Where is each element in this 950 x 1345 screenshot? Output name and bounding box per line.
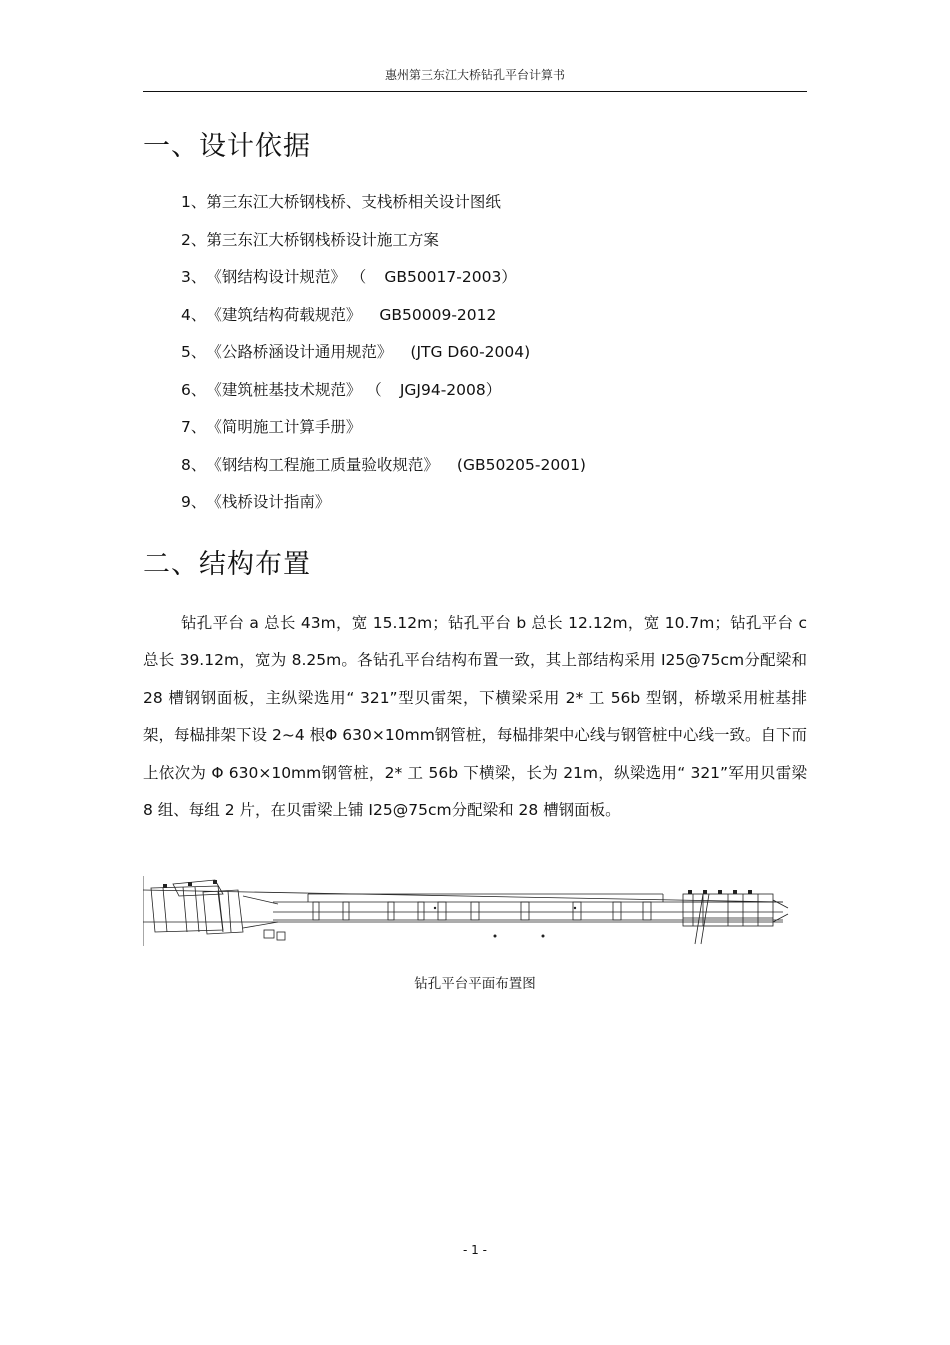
list-item-number: 2、 (181, 230, 207, 249)
list-item-number: 6、 (181, 380, 207, 399)
list-item-number: 3、 (181, 268, 207, 286)
list-item-title: 《钢结构工程施工质量验收规范》 (206, 455, 439, 474)
list-item (181, 415, 586, 453)
list-item-title: 第三东江大桥钢栈桥设计施工方案 (206, 230, 439, 249)
list-item (181, 303, 586, 341)
list-item-title: 《简明施工计算手册》 (206, 418, 362, 436)
page-number: - 1 - (463, 1243, 487, 1257)
header-rule (143, 91, 807, 92)
list-item (181, 228, 586, 266)
list-item-number: 7、 (181, 418, 207, 436)
list-item-title: 《钢结构设计规范》 （ (206, 268, 367, 286)
section-heading-structure-layout: 二、结构布置 (143, 549, 311, 580)
list-item-title: 第三东江大桥钢栈桥、支栈桥相关设计图纸 (206, 193, 501, 211)
list-item-number: 8、 (181, 455, 207, 474)
list-item-code: GB50009-2012 (379, 305, 497, 324)
list-item-title: 《建筑桩基技术规范》 （ (206, 380, 382, 399)
list-item-code: (GB50205-2001) (456, 455, 586, 474)
list-item-code: JGJ94-2008） (399, 380, 502, 399)
list-item (181, 190, 586, 228)
list-item-title: 《公路桥涵设计通用规范》 (206, 343, 393, 361)
section-heading-design-basis: 一、设计依据 (143, 131, 311, 162)
platform-plan-drawing (143, 872, 793, 952)
list-item-number: 5、 (181, 343, 207, 361)
list-item-code: (JTG D60-2004) (410, 343, 531, 361)
list-item (181, 378, 586, 416)
figure-caption: 钻孔平台平面布置图 (414, 976, 536, 992)
list-item-title: 《建筑结构荷载规范》 (206, 305, 362, 324)
list-item-number: 4、 (181, 305, 207, 324)
plan-drawing-svg (143, 872, 793, 952)
structure-paragraph: 钻孔平台 a 总长 43m，宽 15.12m；钻孔平台 b 总长 12.12m，宽 10.7m；钻孔平台 c 总长 39.12m，宽为 8.25m。各钻孔平台结构布置一致，其上部结构采用 I25@75cm分配梁和 28 槽钢钢面板，主纵梁选用“ 321”型贝雷架，下横梁采用 2* 工 56b 型钢，桥墩采用桩基排架，每榀排架下设 2~4 根Φ 630×10mm钢管桩，每榀排架中心线与钢管桩中心线一致。自下而上依次为 Φ 630×10mm钢管桩，2* 工 56b 下横梁，长为 21m，纵梁选用“ 321”军用贝雷梁 8 组、每组 2 片，在贝雷梁上铺 I25@75cm分配梁和 28 槽钢面板。 (143, 614, 807, 820)
list-item-title: 《栈桥设计指南》 (206, 493, 331, 511)
list-item (181, 265, 586, 303)
list-item-number: 9、 (181, 493, 207, 511)
page-header: 惠州第三东江大桥钻孔平台计算书 (384, 68, 565, 82)
list-item-number: 1、 (181, 193, 207, 211)
list-item-code: GB50017-2003） (384, 268, 517, 286)
list-item (181, 340, 586, 378)
list-item (181, 490, 586, 528)
reference-list (181, 190, 586, 528)
list-item (181, 453, 586, 491)
